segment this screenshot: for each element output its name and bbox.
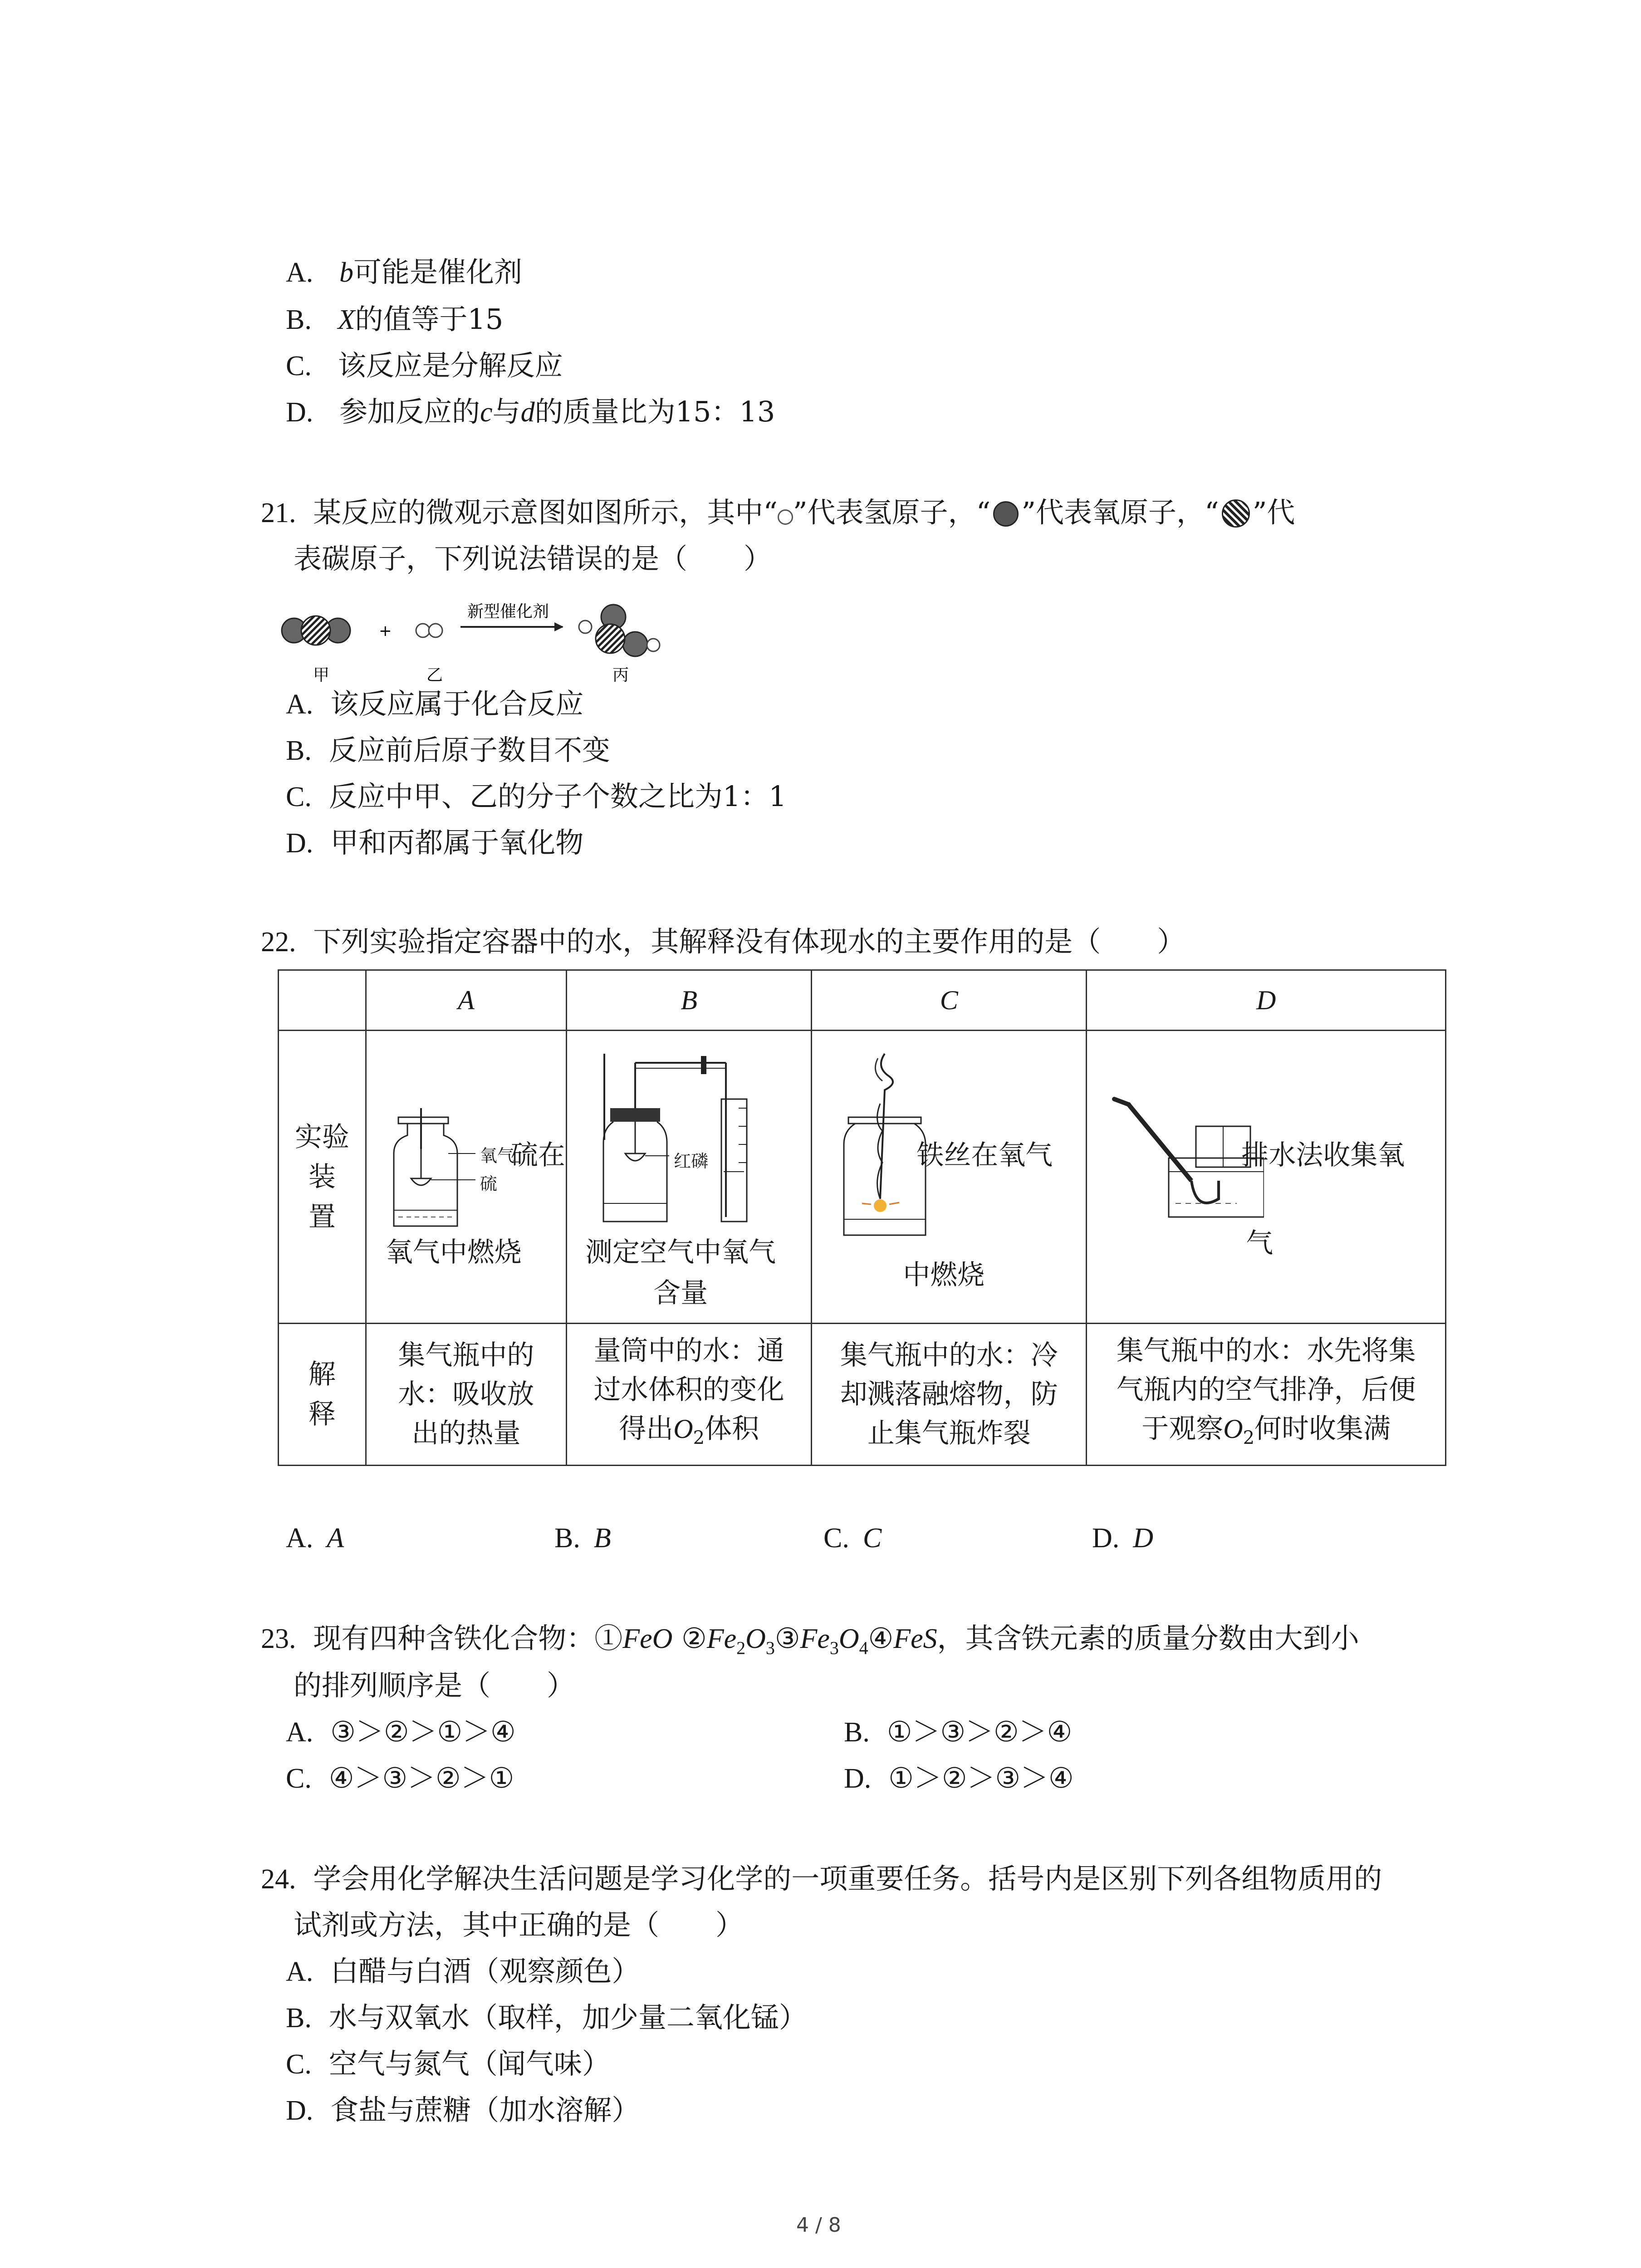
explain-cell-b: 量筒中的水：通 过水体积的变化 得出$O_2$体积	[567, 1324, 812, 1466]
page-number: 4 / 8	[796, 2214, 841, 2237]
q24-stem-line2: 试剂或方法，其中正确的是（ ）	[294, 1908, 744, 1941]
device-cell-c: 铁丝在氧气 中燃烧	[812, 1031, 1087, 1324]
plus-sign: +	[379, 622, 392, 640]
q20-option-d: D. 参加反应的c与d的质量比为15：13	[286, 395, 775, 428]
q20-option-a: A. b可能是催化剂	[286, 255, 523, 288]
q23-option-a: A. ③＞②＞①＞④	[286, 1715, 516, 1748]
arrow-head-icon	[554, 622, 563, 631]
q22-option-a: A. A	[286, 1523, 344, 1554]
table-corner-cell	[279, 970, 366, 1031]
q21-reaction-diagram	[277, 594, 694, 685]
explain-cell-c: 集气瓶中的水：冷 却溅落融熔物，防 止集气瓶炸裂	[812, 1324, 1087, 1466]
q22-option-b: B. B	[554, 1523, 611, 1554]
q24-option-b: B. 水与双氧水（取样，加少量二氧化锰）	[286, 2001, 807, 2034]
q24-option-d: D. 食盐与蔗糖（加水溶解）	[286, 2093, 640, 2126]
q22-option-c: C. C	[823, 1523, 882, 1554]
molecule-yi	[416, 624, 442, 637]
molecule-jia	[282, 616, 350, 645]
q20-option-b: B. X的值等于15	[286, 303, 504, 336]
label-yi: 乙	[426, 666, 443, 684]
q22-option-d: D. D	[1092, 1523, 1154, 1554]
explain-cell-a: 集气瓶中的 水：吸收放 出的热量	[366, 1324, 566, 1466]
q20-option-c: C. 该反应是分解反应	[286, 349, 563, 382]
label-jia: 甲	[313, 666, 330, 684]
catalyst-label: 新型催化剂	[467, 602, 549, 621]
q22-stem: 22. 下列实验指定容器中的水，其解释没有体现水的主要作用的是（ ）	[261, 925, 1185, 958]
header-d: D	[1087, 970, 1446, 1031]
header-c: C	[812, 970, 1087, 1031]
row-label-device: 实验 装 置	[279, 1031, 366, 1324]
device-cell-b: 红磷 测定空气中氧气 含量	[567, 1031, 812, 1324]
q22-table	[278, 969, 1446, 1466]
q23-stem-line1: 23. 现有四种含铁化合物：①FeO $②Fe_2O_3③Fe_3O_4④FeS$，其含铁元素的质量分数由大到小	[261, 1622, 1359, 1658]
oxygen-atom-icon	[993, 501, 1019, 527]
water-displacement-collection-apparatus-icon	[1101, 1090, 1264, 1222]
q23-option-d: D. ①＞②＞③＞④	[844, 1761, 1074, 1794]
air-oxygen-measurement-apparatus-icon	[590, 1045, 789, 1226]
device-cell-d: 排水法收集氧 气	[1087, 1031, 1446, 1324]
sulfur-burning-apparatus-icon	[380, 1104, 489, 1235]
header-a: A	[366, 970, 566, 1031]
q23-stem-line2: 的排列顺序是（ ）	[294, 1669, 575, 1702]
q24-option-c: C. 空气与氮气（闻气味）	[286, 2047, 610, 2080]
q21-stem-line2: 表碳原子，下列说法错误的是（ ）	[294, 542, 772, 575]
label-bing: 丙	[612, 666, 629, 684]
header-b: B	[567, 970, 812, 1031]
hydrogen-atom-icon	[778, 509, 793, 525]
q23-option-b: B. ①＞③＞②＞④	[844, 1715, 1073, 1748]
row-label-explain: 解 释	[279, 1324, 366, 1466]
q23-option-c: C. ④＞③＞②＞①	[286, 1761, 514, 1794]
q24-option-a: A. 白醋与白酒（观察颜色）	[286, 1955, 640, 1988]
q21-option-b: B. 反应前后原子数目不变	[286, 733, 610, 767]
q21-option-d: D. 甲和丙都属于氧化物	[286, 826, 584, 859]
explain-cell-d: 集气瓶中的水：水先将集 气瓶内的空气排净，后便 于观察$O_2$何时收集满	[1087, 1324, 1446, 1466]
q21-option-c: C. 反应中甲、乙的分子个数之比为1：1	[286, 780, 787, 813]
device-cell-a: 氧气 硫 硫在 氧气中燃烧	[366, 1031, 566, 1324]
molecule-bing	[579, 605, 660, 656]
q24-stem-line1: 24. 学会用化学解决生活问题是学习化学的一项重要任务。括号内是区别下列各组物质用的	[261, 1862, 1382, 1895]
carbon-atom-icon	[1222, 499, 1250, 528]
q21-stem-line1: 21. 某反应的微观示意图如图所示，其中“ ”代表氢原子，“ ”代表氧原子，“ ”代	[261, 496, 1295, 529]
q21-option-a: A. 该反应属于化合反应	[286, 687, 584, 720]
